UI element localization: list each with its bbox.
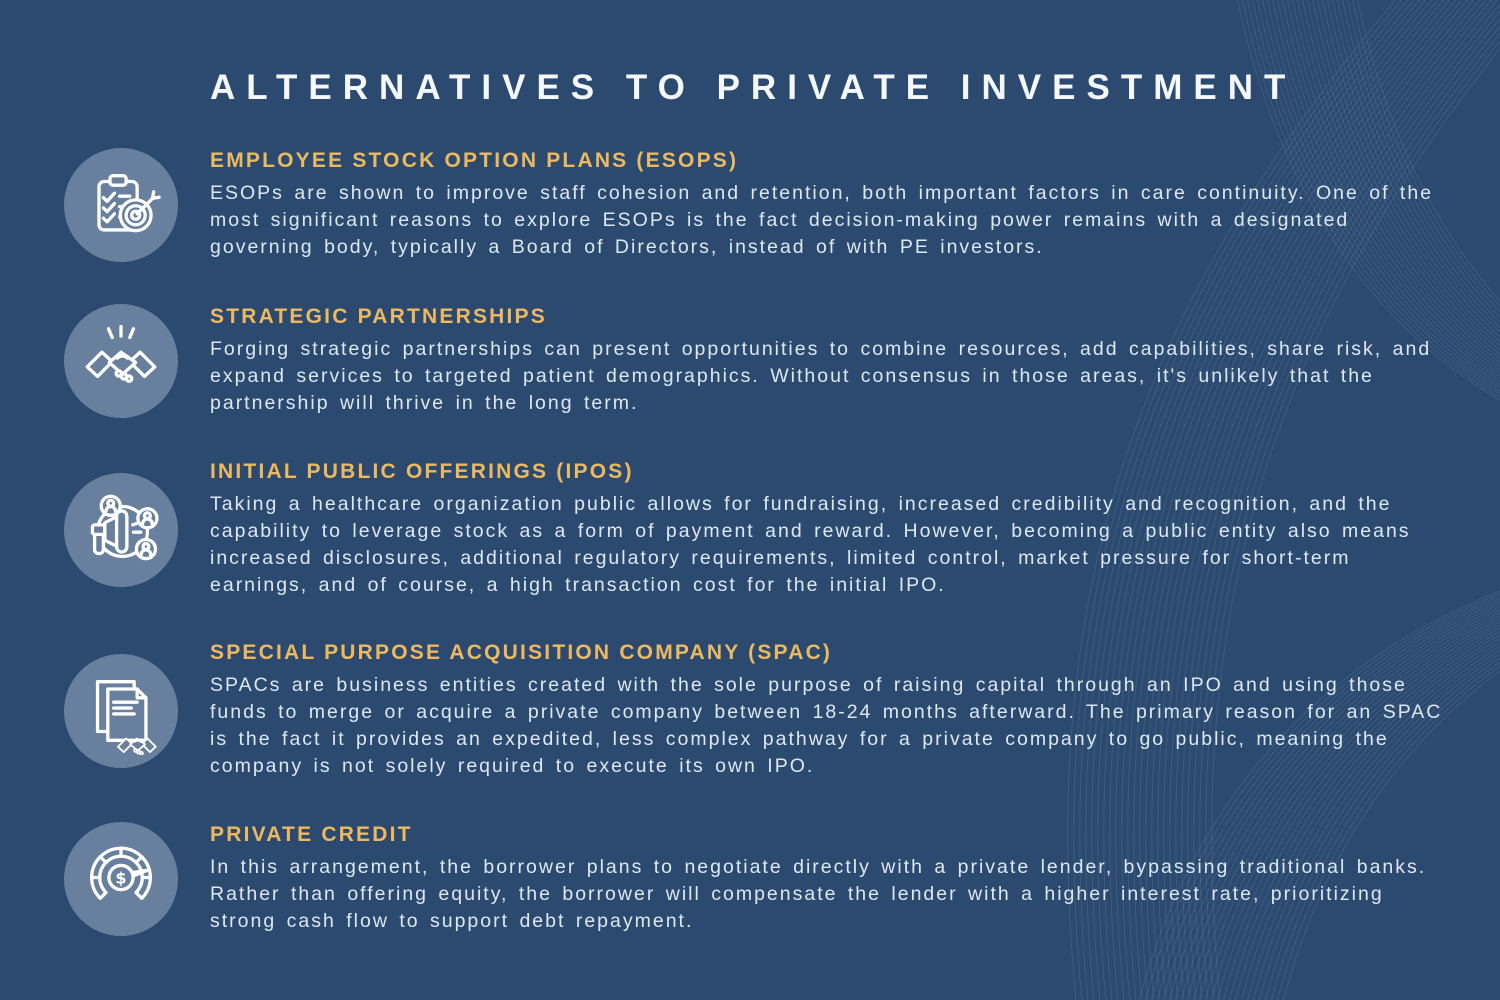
text-column <box>210 305 1455 417</box>
text-column <box>210 641 1455 780</box>
text-column <box>210 460 1455 599</box>
text-column <box>210 149 1455 261</box>
section-body: Taking a healthcare organization public allows for fundraising, increased credibility and recognition, and the capability to leverage stock as a form of payment and reward. However, becoming a public entity also means increased disclosures, additional regulatory requirements, limited control, market pressure for short-term earnings, and of course, a high transaction cost for the initial IPO. <box>210 493 1411 596</box>
section-heading: PRIVATE CREDIT <box>210 823 413 846</box>
icon-column <box>0 822 210 936</box>
icon-column <box>0 654 210 768</box>
section-heading: STRATEGIC PARTNERSHIPS <box>210 305 547 328</box>
text-column <box>210 823 1455 935</box>
megaphone-people-network-icon <box>64 473 178 587</box>
page-title: ALTERNATIVES TO PRIVATE INVESTMENT <box>210 68 1297 107</box>
section-body: In this arrangement, the borrower plans to negotiate directly with a private lender, bypassing traditional banks. Rather than offering equity, the borrower will compensate the lender with a higher interest rate, prioritizing strong cash flow to support debt repayment. <box>210 856 1427 932</box>
dollar-glyph: $ <box>115 868 127 888</box>
contract-documents-handshake-icon <box>64 654 178 768</box>
section-strategic-partnerships <box>0 304 1455 418</box>
icon-column <box>0 473 210 587</box>
section-private-credit <box>0 822 1455 936</box>
section-body: ESOPs are shown to improve staff cohesion and retention, both important factors in care continuity. One of the most significant reasons to explore ESOPs is the fact decision-making power remains with a designated governing body, typically a Board of Directors, instead of with PE investors. <box>210 182 1434 258</box>
section-body: SPACs are business entities created with the sole purpose of raising capital through an IPO and using those funds to merge or acquire a private company between 18-24 months afterward. The primary reason for an SPAC is the fact it provides an expedited, less complex pathway for a private company to go public, meaning the company is not solely required to execute its own IPO. <box>210 674 1443 777</box>
section-spac <box>0 641 1455 780</box>
section-body: Forging strategic partnerships can present opportunities to combine resources, add capabilities, share risk, and expand services to targeted patient demographics. Without consensus in those areas, it's unlikely that the partnership will thrive in the long term. <box>210 338 1432 414</box>
handshake-icon <box>64 304 178 418</box>
clipboard-checklist-target-icon <box>64 148 178 262</box>
section-ipos <box>0 460 1455 599</box>
sections-list <box>0 148 1455 936</box>
gauge-dollar-icon <box>64 822 178 936</box>
section-heading: EMPLOYEE STOCK OPTION PLANS (ESOPS) <box>210 149 739 172</box>
icon-column <box>0 148 210 262</box>
section-esops <box>0 148 1455 262</box>
section-heading: SPECIAL PURPOSE ACQUISITION COMPANY (SPAC) <box>210 641 833 664</box>
section-heading: INITIAL PUBLIC OFFERINGS (IPOS) <box>210 460 634 483</box>
icon-column <box>0 304 210 418</box>
